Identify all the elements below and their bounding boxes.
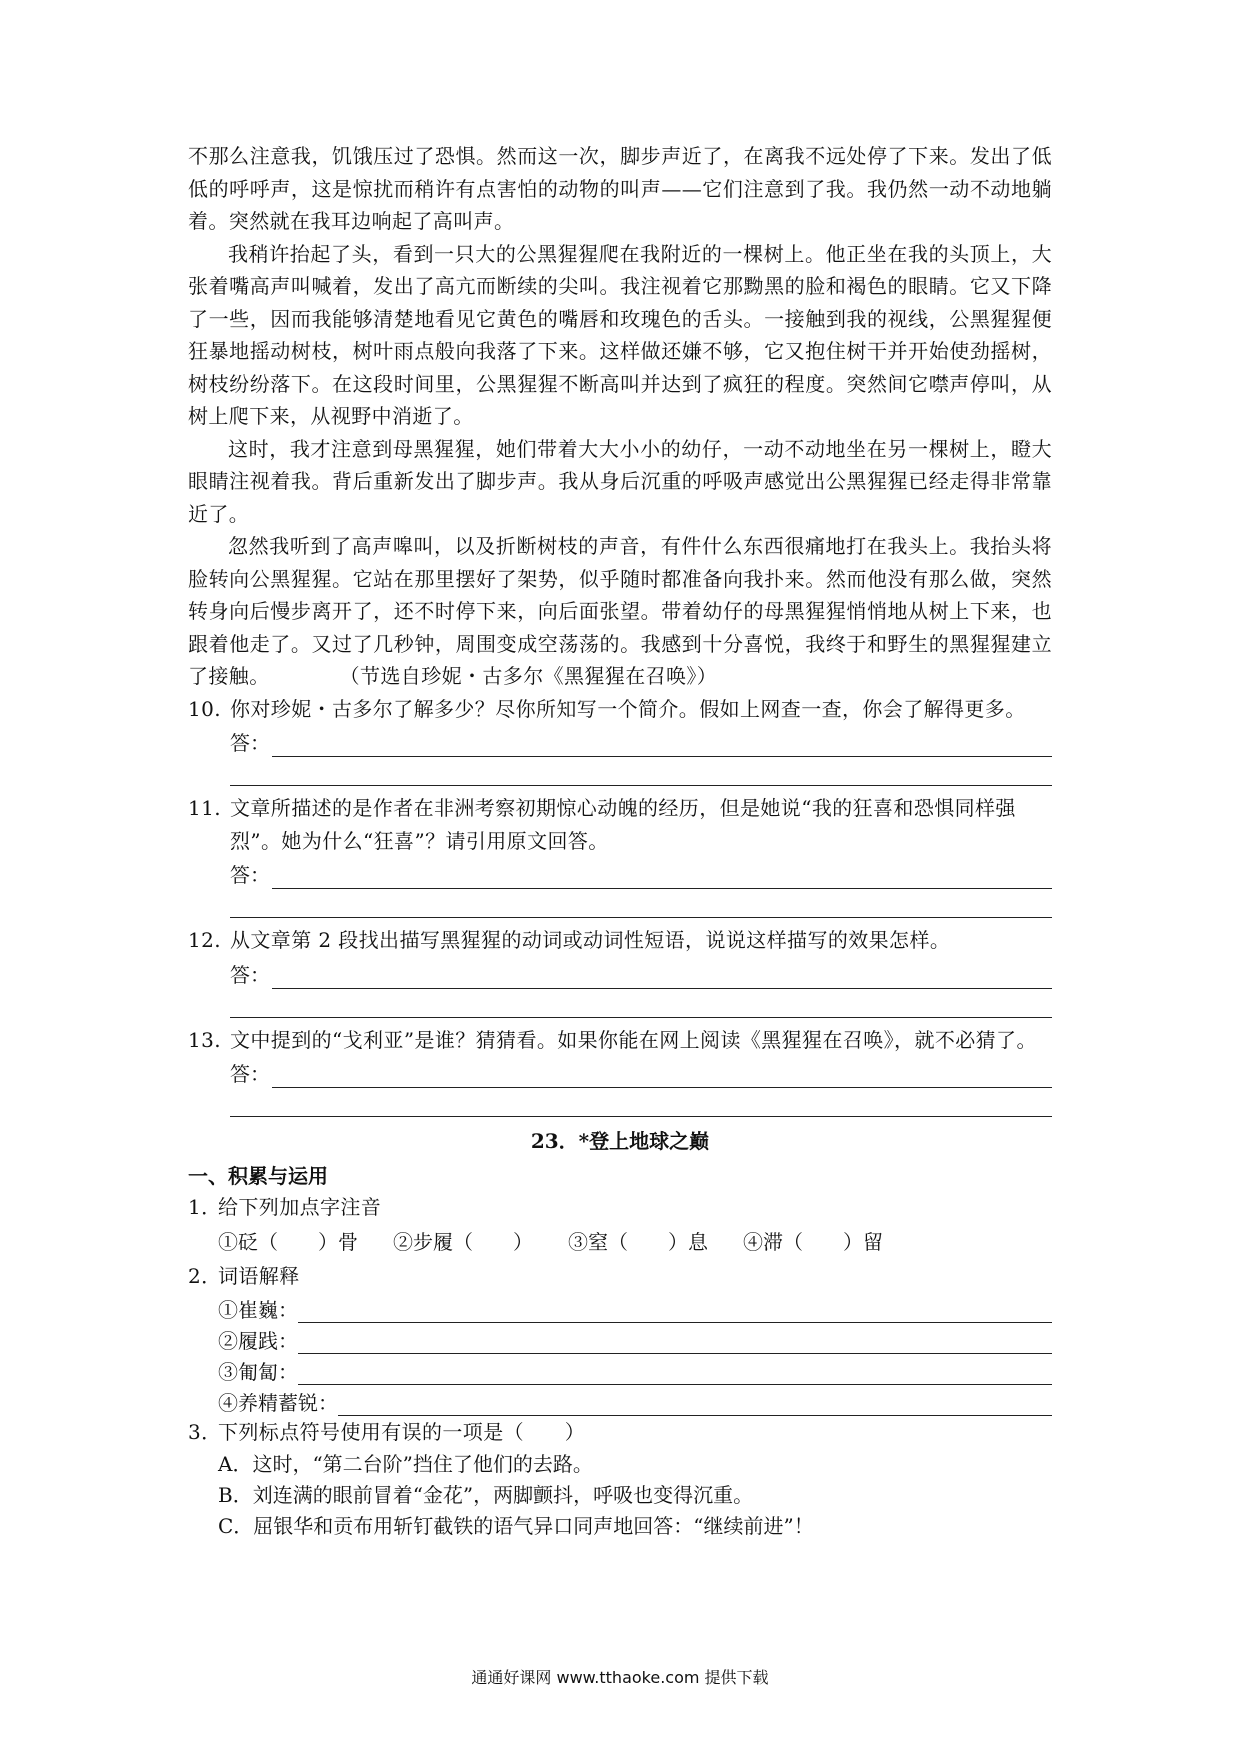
answer-line-extra[interactable] <box>230 889 1052 918</box>
definition-row-3[interactable] <box>218 1354 1052 1385</box>
exercise-prompt: 词语解释 <box>218 1263 300 1288</box>
passage-paragraph-3: 这时，我才注意到母黑猩猩，她们带着大大小小的幼仔，一动不动地坐在另一棵树上，瞪大眼睛注视着我。背后重新发出了脚步声。我从身后沉重的呼吸声感觉出公黑猩猩已经走得非常靠近了。 <box>188 436 1052 526</box>
pinyin-options <box>218 1224 1052 1260</box>
answer-label: 答： <box>230 731 270 755</box>
definition-term: ③匍匐： <box>218 1360 298 1384</box>
question-number: 11. <box>188 796 222 820</box>
question-text <box>188 792 1052 857</box>
page-body <box>188 140 1052 1542</box>
definition-term: ①崔巍： <box>218 1298 298 1322</box>
question-text <box>188 924 1052 957</box>
answer-row[interactable] <box>230 1056 1052 1088</box>
exercise-prompt: 给下列加点字注音 <box>218 1195 382 1219</box>
answer-line[interactable] <box>272 1063 1052 1088</box>
passage-paragraph-4 <box>188 530 1052 693</box>
choice-b[interactable]: B．刘连满的眼前冒着“金花”，两脚颤抖，呼吸也变得沉重。 <box>218 1482 754 1507</box>
answer-row[interactable] <box>230 857 1052 889</box>
answer-line-extra[interactable] <box>230 1088 1052 1117</box>
passage-paragraph-4-text: 忽然我听到了高声嗥叫，以及折断树枝的声音，有件什么东西很痛地打在我头上。我抬头将脸转向公黑猩猩。它站在那里摆好了架势，似乎随时都准备向我扑来。然而他没有那么做，突然转身向后慢步离开了，还不时停下来，向后面张望。带着幼仔的母黑猩猩悄悄地从树上下来，也跟着他走了。又过了几秒钟，周围变成空荡荡的。我感到十分喜悦，我终于和野生的黑猩猩建立了接触。 <box>188 534 1052 688</box>
answer-line[interactable] <box>272 732 1052 757</box>
choice-a[interactable]: A．这时，“第二台阶”挡住了他们的去路。 <box>218 1451 593 1476</box>
definition-term: ②履践： <box>218 1329 298 1353</box>
answer-row[interactable] <box>230 725 1052 757</box>
passage-paragraph-2: 我稍许抬起了头，看到一只大的公黑猩猩爬在我附近的一棵树上。他正坐在我的头顶上，大张着嘴高声叫喊着，发出了高亢而断续的尖叫。我注视着它那黝黑的脸和褐色的眼睛。它又下降了一些，因而我能够清楚地看见它黄色的嘴唇和玫瑰色的舌头。一接触到我的视线，公黑猩猩便狂暴地摇动树枝，树叶雨点般向我落了下来。这样做还嫌不够，它又抱住树干并开始使劲摇树，树枝纷纷落下。在这段时间里，公黑猩猩不断高叫并达到了疯狂的程度。突然间它噤声停叫，从树上爬下来，从视野中消逝了。 <box>188 241 1052 428</box>
definition-row-4[interactable] <box>218 1385 1052 1416</box>
pinyin-option-3[interactable]: ③窒（ ）息 <box>568 1229 708 1254</box>
exercise-number: 3． <box>188 1420 222 1444</box>
definition-term: ④养精蓄锐： <box>218 1391 338 1415</box>
question-12 <box>188 924 1052 1018</box>
question-number: 13. <box>188 1027 222 1052</box>
definition-line[interactable] <box>298 1331 1052 1354</box>
question-number: 10. <box>188 696 222 721</box>
question-10 <box>188 693 1052 787</box>
question-prompt: 文中提到的“戈利亚”是谁？猜猜看。如果你能在网上阅读《黑猩猩在召唤》，就不必猜了。 <box>230 1027 1037 1052</box>
lesson-title: 23．*登上地球之巅 <box>530 1129 710 1153</box>
exercise-text <box>188 1416 1052 1449</box>
exercise-text <box>188 1260 1052 1293</box>
exercise-2 <box>188 1260 1052 1417</box>
question-13 <box>188 1024 1052 1118</box>
answer-label: 答： <box>230 962 270 987</box>
exercise-3 <box>188 1416 1052 1542</box>
pinyin-option-4[interactable]: ④滞（ ）留 <box>743 1229 883 1254</box>
question-11 <box>188 792 1052 918</box>
question-number: 12. <box>188 928 222 952</box>
exercise-prompt: 下列标点符号使用有误的一项是（ ） <box>218 1420 586 1444</box>
answer-label: 答： <box>230 1062 270 1086</box>
definition-line[interactable] <box>338 1393 1052 1416</box>
passage-paragraph-1: 不那么注意我，饥饿压过了恐惧。然而这一次，脚步声近了，在离我不远处停了下来。发出了低低的呼呼声，这是惊扰而稍许有点害怕的动物的叫声——它们注意到了我。我仍然一动不动地躺着。突然就在我耳边响起了高叫声。 <box>188 144 1052 233</box>
question-text <box>188 693 1052 726</box>
definition-row-1[interactable] <box>218 1292 1052 1323</box>
pinyin-option-2[interactable]: ②步履（ ） <box>393 1229 533 1254</box>
exercise-number: 2． <box>188 1263 222 1288</box>
exercise-1 <box>188 1191 1052 1260</box>
choice-c[interactable]: C．屈银华和贡布用斩钉截铁的语气异口同声地回答：“继续前进”！ <box>218 1513 814 1538</box>
answer-row[interactable] <box>230 957 1052 989</box>
exercise-text <box>188 1191 1052 1224</box>
definition-row-2[interactable] <box>218 1323 1052 1354</box>
source-citation: （节选自珍妮・古多尔《黑猩猩在召唤》） <box>349 664 718 688</box>
answer-line-extra[interactable] <box>230 989 1052 1018</box>
answer-line[interactable] <box>272 964 1052 989</box>
answer-line[interactable] <box>272 864 1052 889</box>
exercise-number: 1． <box>188 1195 222 1219</box>
question-prompt: 从文章第 2 段找出描写黑猩猩的动词或动词性短语，说说这样描写的效果怎样。 <box>230 928 951 952</box>
part-title: 一、积累与运用 <box>188 1164 328 1188</box>
pinyin-option-1[interactable]: ①砭（ ）骨 <box>218 1229 358 1254</box>
answer-line-extra[interactable] <box>230 757 1052 786</box>
question-prompt: 你对珍妮・古多尔了解多少？尽你所知写一个简介。假如上网查一查，你会了解得更多。 <box>230 696 1026 721</box>
answer-label: 答： <box>230 863 270 887</box>
question-prompt: 文章所描述的是作者在非洲考察初期惊心动魄的经历，但是她说“我的狂喜和恐惧同样强烈”。她为什么“狂喜”？请引用原文回答。 <box>230 796 1016 853</box>
definition-line[interactable] <box>298 1300 1052 1323</box>
definition-line[interactable] <box>298 1362 1052 1385</box>
footer-credit: 通通好课网 www.tthaoke.com 提供下载 <box>471 1668 769 1687</box>
question-text <box>188 1024 1052 1057</box>
